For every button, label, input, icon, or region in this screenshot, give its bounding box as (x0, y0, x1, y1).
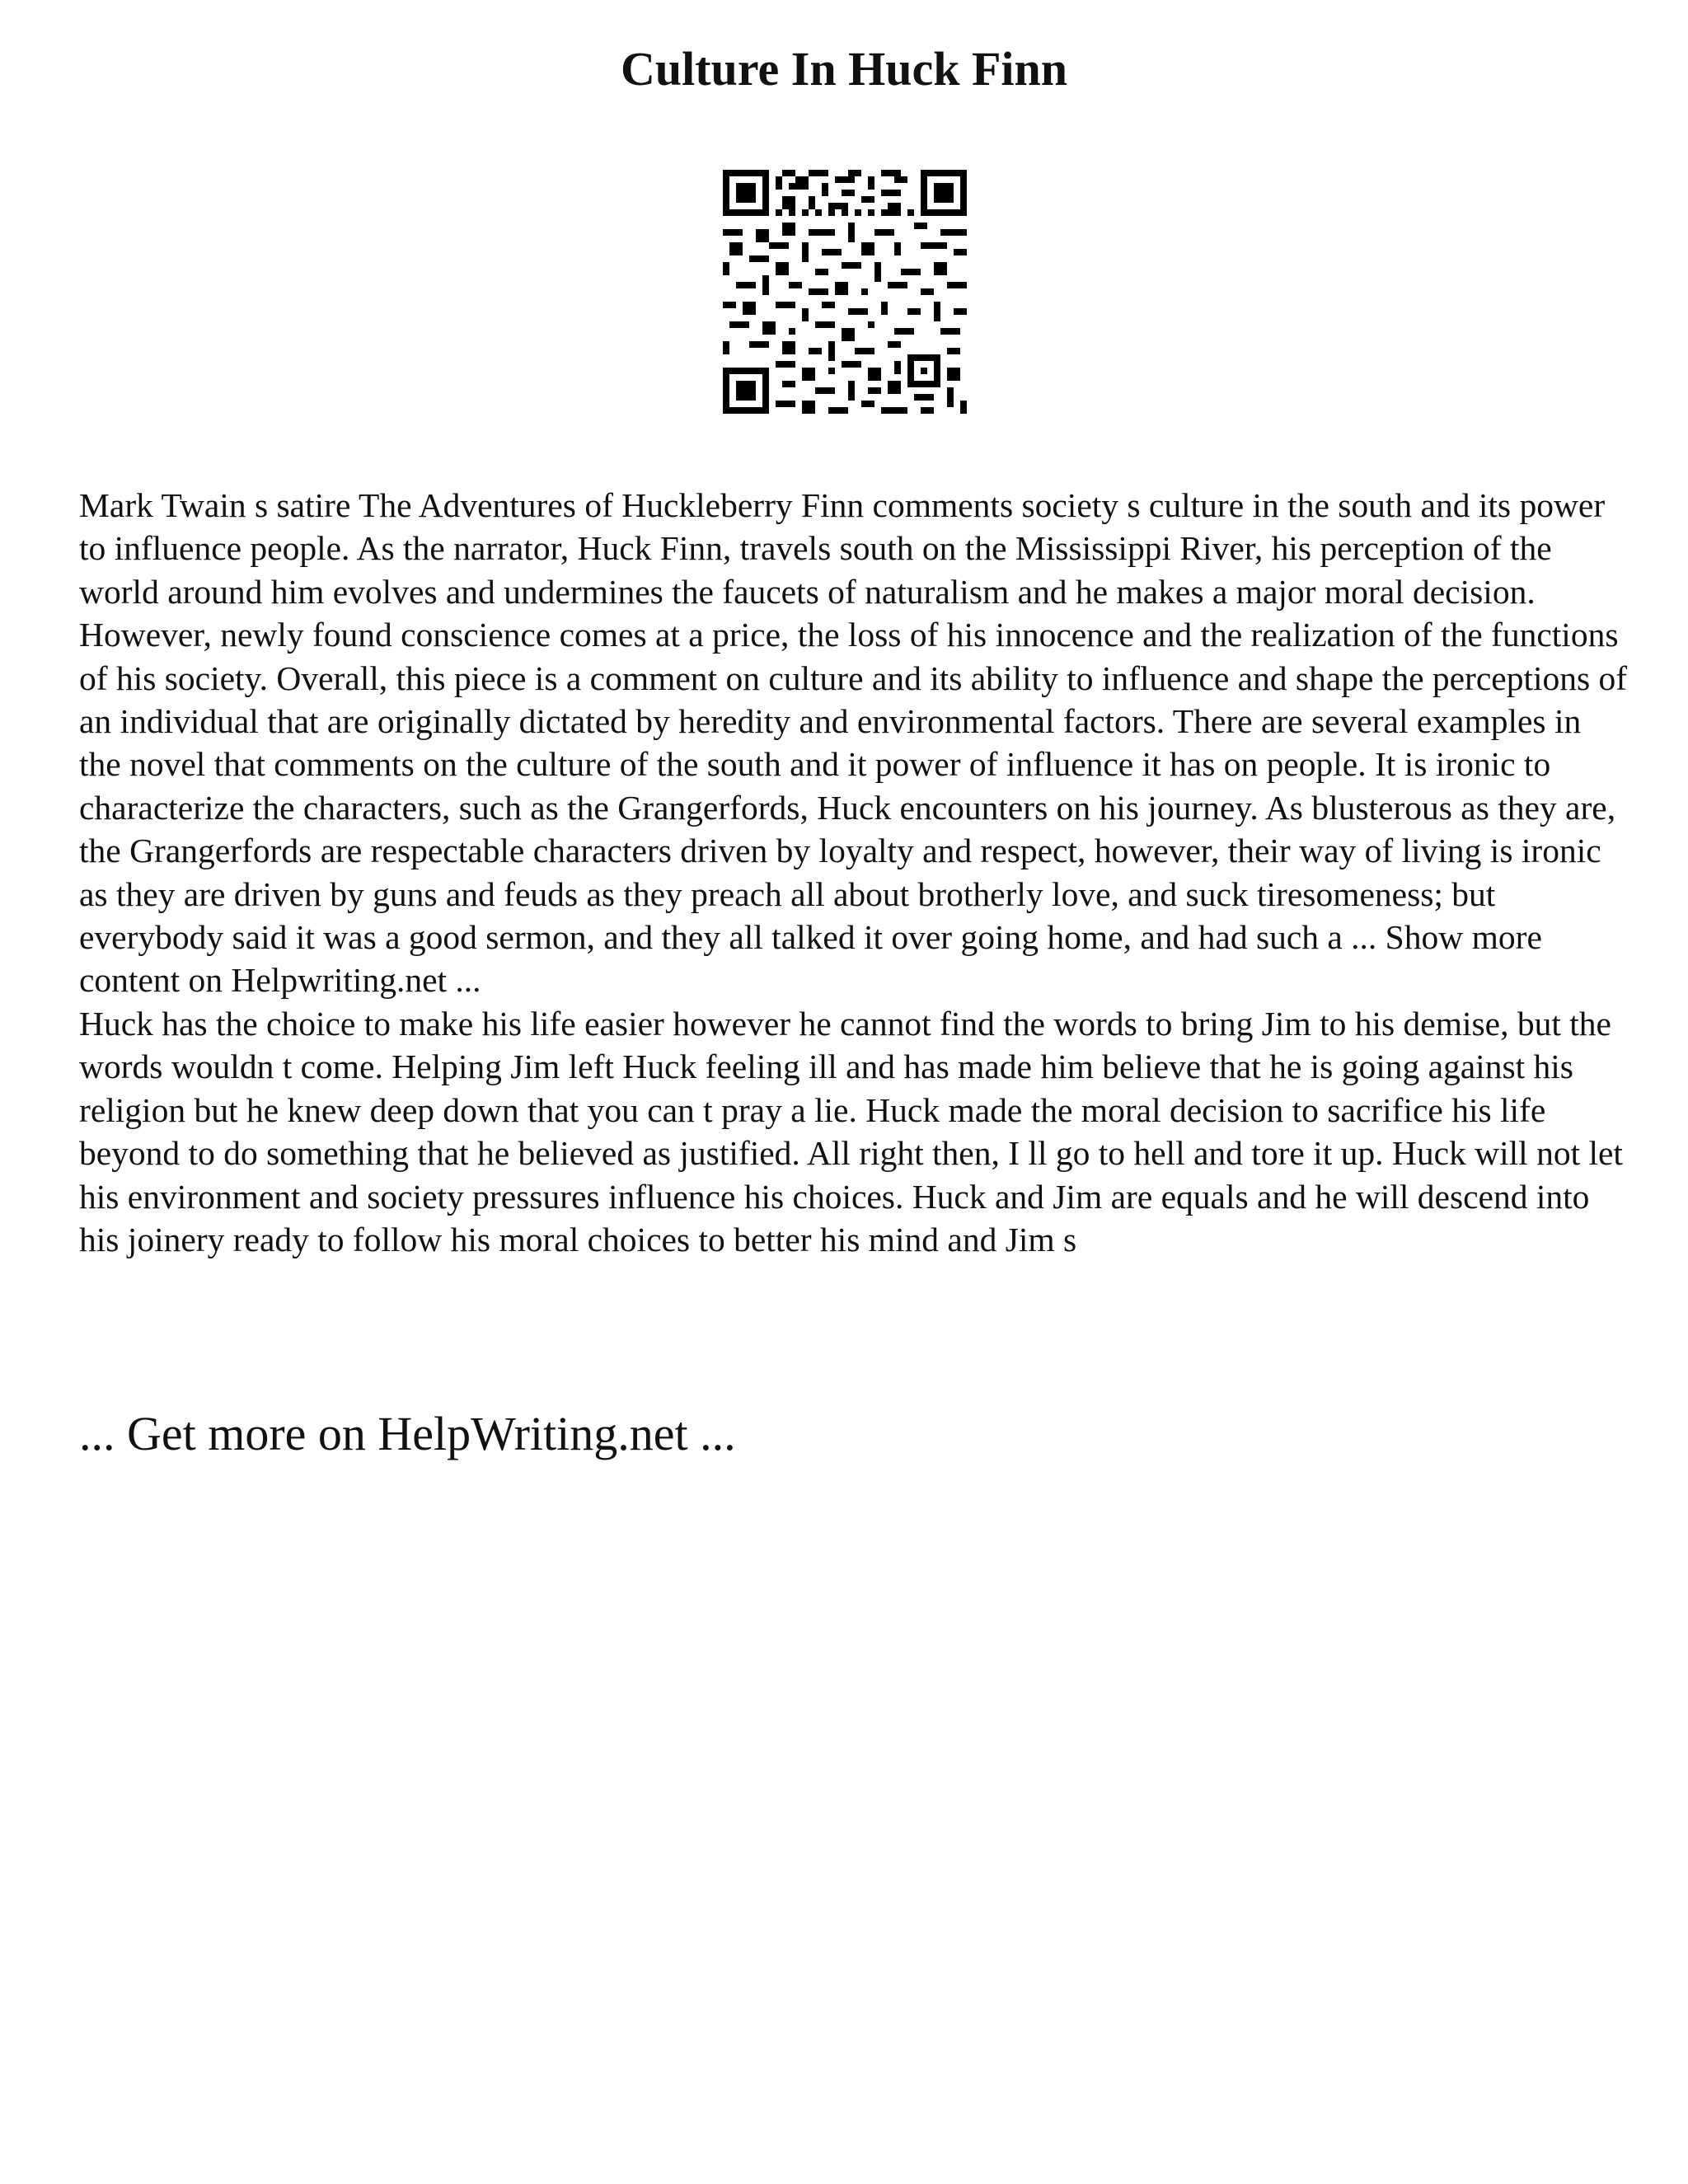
page-title: Culture In Huck Finn (620, 42, 1068, 96)
essay-body (79, 484, 1629, 1261)
paragraph: Huck has the choice to make his life easier however he cannot find the words to bring Jim to his demise, but the words wouldn t come. Helping Jim left Huck feeling ill and has made him believe that he is going against his religion but he knew deep down that you can t pray a lie. Huck made the moral decision to sacrifice his life beyond to do something that he believed as justified. All right then, I ll go to hell and tore it up. Huck will not let his environment and society pressures influence his choices. Huck and Jim are equals and he will descend into his joinery ready to follow his moral choices to better his mind and Jim s (79, 1004, 1623, 1258)
qr-code-icon (723, 170, 967, 414)
paragraph: Mark Twain s satire The Adventures of Huckleberry Finn comments society s culture in the south and its power to influence people. As the narrator, Huck Finn, travels south on the Mississippi River, his perception of the world around him evolves and undermines the faucets of naturalism and he makes a major moral decision. However, newly found conscience comes at a price, the loss of his innocence and the realization of the functions of his society. Overall, this piece is a comment on culture and its ability to influence and shape the perceptions of an individual that are originally dictated by heredity and environmental factors. There are several examples in the novel that comments on the culture of the south and it power of influence it has on people. It is ironic to characterize the characters, such as the Grangerfords, Huck encounters on his journey. As blusterous as they are, the Grangerfords are respectable characters driven by loyalty and respect, however, their way of living is ironic as they are driven by guns and feuds as they preach all about brotherly love, and suck tiresomeness; but everybody said it was a good sermon, and they all talked it over going home, and had such a ... Show more content on Helpwriting.net ... (79, 486, 1628, 1000)
get-more-link[interactable]: ... Get more on HelpWriting.net ... (79, 1407, 736, 1460)
